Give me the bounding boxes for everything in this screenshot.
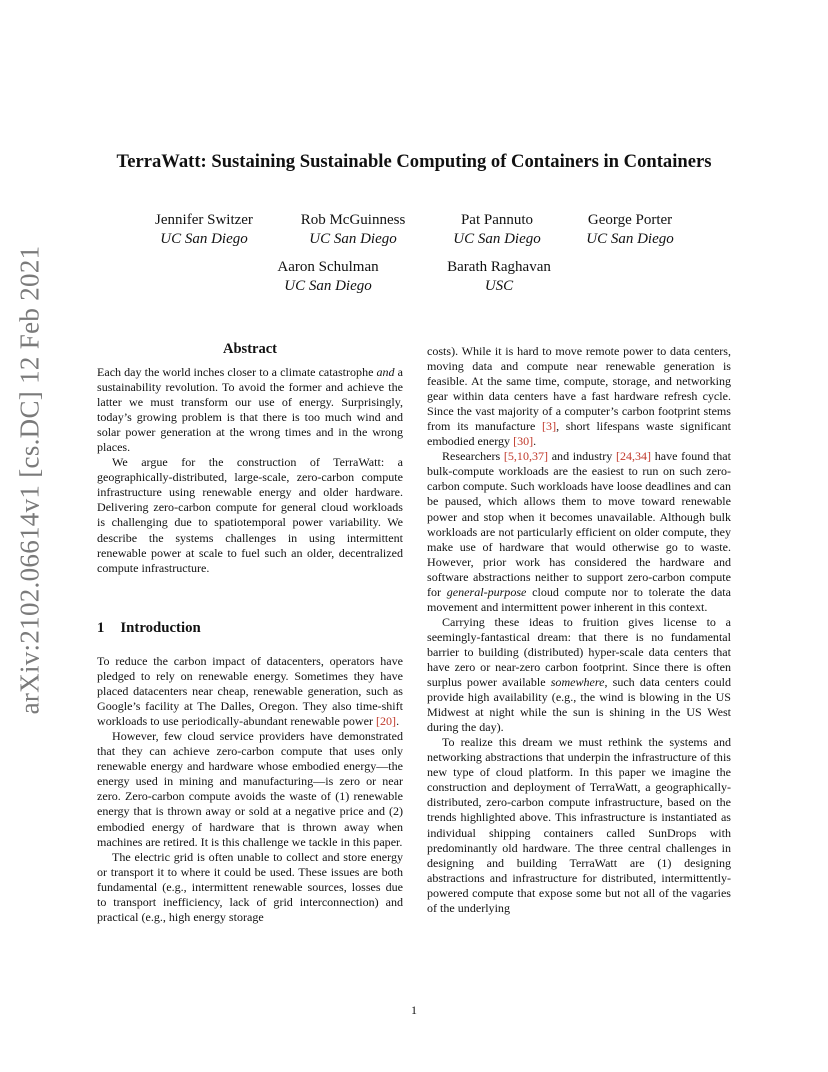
- citation-link[interactable]: [5,10,37]: [503, 449, 549, 464]
- section-title: Introduction: [120, 620, 201, 636]
- citation-link[interactable]: [3]: [542, 419, 557, 434]
- author-block: [433, 211, 561, 249]
- citation-link[interactable]: [24,34]: [615, 449, 652, 464]
- author-name: Jennifer Switzer: [155, 212, 253, 228]
- introduction-body-left: [97, 654, 403, 925]
- abstract-heading: Abstract: [223, 341, 277, 357]
- author-affiliation: UC San Diego: [586, 231, 674, 247]
- body-paragraph: Carrying these ideas to fruition gives license to a seemingly-fantastical dream: that there is no fundamental barrier to building (distributed) hyper-scale data centers that have zero or near-zero carbon footprint. Since there is often surplus power available somewhere, such data centers could provide high availability (e.g., the wind is blowing in the US Midwest at night while the sun is shining in the US West during the day).: [427, 614, 731, 735]
- abstract-body: [97, 365, 403, 576]
- author-affiliation: UC San Diego: [160, 231, 248, 247]
- author-affiliation: UC San Diego: [309, 231, 397, 247]
- author-block: [264, 258, 392, 296]
- author-affiliation: UC San Diego: [284, 278, 372, 294]
- abstract-paragraph: We argue for the construction of TerraWatt: a geographically-distributed, large-scale, zero-carbon compute infrastructure using renewable energy and older hardware. Delivering zero-carbon compute for general cloud workloads is challenging due to spatiotemporal power variability. We describe the systems challenges in using intermittent renewable power at scale to fuel such an older, decentralized compute infrastructure.: [97, 455, 403, 575]
- introduction-body-right: [427, 344, 731, 916]
- author-name: Rob McGuinness: [300, 212, 406, 228]
- citation-link[interactable]: [20]: [376, 714, 397, 729]
- body-paragraph: To realize this dream we must rethink the systems and networking abstractions that underpin the infrastructure of this new type of cloud platform. In this paper we imagine the construction and deployment of TerraWatt, a geographically-distributed, zero-carbon compute infrastructure, based on the trends highlighted above. This infrastructure is instantiated as individual shipping containers called SunDrops with predominantly old hardware. The three central challenges in designing and building TerraWatt are (1) designing abstractions and infrastructure for distributed, intermittently-powered compute that expose some but not all of the vagaries of the underlying: [427, 735, 731, 915]
- section-heading-introduction: [97, 620, 201, 637]
- section-number: 1: [97, 620, 105, 636]
- arxiv-identifier-stamp: arXiv:2102.06614v1 [cs.DC] 12 Feb 2021: [14, 245, 45, 715]
- body-paragraph: However, few cloud service providers have demonstrated that they can achieve zero-carbon compute that uses only renewable energy and hardware whose embodied energy—the energy used in mining and manufacturing—is zero or near zero. Zero-carbon compute avoids the waste of (1) renewable energy that is thrown away or sold at a negative price and (2) embodied energy of hardware that is thrown away when machines are retired. It is this challenge we tackle in this paper.: [97, 729, 403, 849]
- citation-link[interactable]: [30]: [513, 434, 534, 449]
- paper-title: TerraWatt: Sustaining Sustainable Computing of Containers in Containers: [116, 151, 712, 172]
- author-block: [140, 211, 268, 249]
- author-block: [566, 211, 694, 249]
- abstract-paragraph: Each day the world inches closer to a climate catastrophe and a sustainability revolution. To avoid the former and achieve the latter we must transform our use of energy. Surprisingly, today’s growing problem is that there is too much wind and solar power generation at the wrong times and in the wrong places.: [97, 365, 403, 455]
- author-name: George Porter: [587, 212, 673, 228]
- author-affiliation: USC: [484, 278, 514, 294]
- body-paragraph: costs). While it is hard to move remote power to data centers, moving data and compute near renewable generation is feasible. At the same time, compute, storage, and networking gear within data centers have a fast hardware refresh cycle. Since the vast majority of a computer’s carbon footprint stems from its manufacture [3], short lifespans waste significant embodied energy [30].: [427, 344, 731, 449]
- author-name: Aaron Schulman: [277, 259, 379, 275]
- author-name: Pat Pannuto: [460, 212, 534, 228]
- author-block: [435, 258, 563, 296]
- page-number: 1: [411, 1003, 417, 1017]
- body-paragraph: The electric grid is often unable to collect and store energy or transport it to where it could be used. These issues are both fundamental (e.g., intermittent renewable sources, losses due to transport inefficiency, lack of grid interconnection) and practical (e.g., high energy storage: [97, 849, 403, 924]
- author-name: Barath Raghavan: [447, 259, 551, 275]
- body-paragraph: To reduce the carbon impact of datacenters, operators have pledged to rely on renewable energy. Sometimes they have placed datacenters near cheap, renewable generation, such as Google’s facility at The Dalles, Oregon. They also time-shift workloads to use periodically-abundant renewable power [20].: [97, 654, 403, 729]
- body-paragraph: Researchers [5,10,37] and industry [24,34] have found that bulk-compute workloads are the easiest to run on such zero-carbon compute. Such workloads have loose deadlines and can be paused, which allows them to move toward renewable power and stop when it becomes unavailable. Although bulk workloads are not particularly efficient on older compute, they make use of hardware that would otherwise go to waste. However, prior work has considered the hardware and software abstractions neither to support zero-carbon compute for general-purpose cloud compute nor to tolerate the data movement and intermittent power inherent in this context.: [427, 449, 731, 614]
- author-block: [289, 211, 417, 249]
- author-affiliation: UC San Diego: [453, 231, 541, 247]
